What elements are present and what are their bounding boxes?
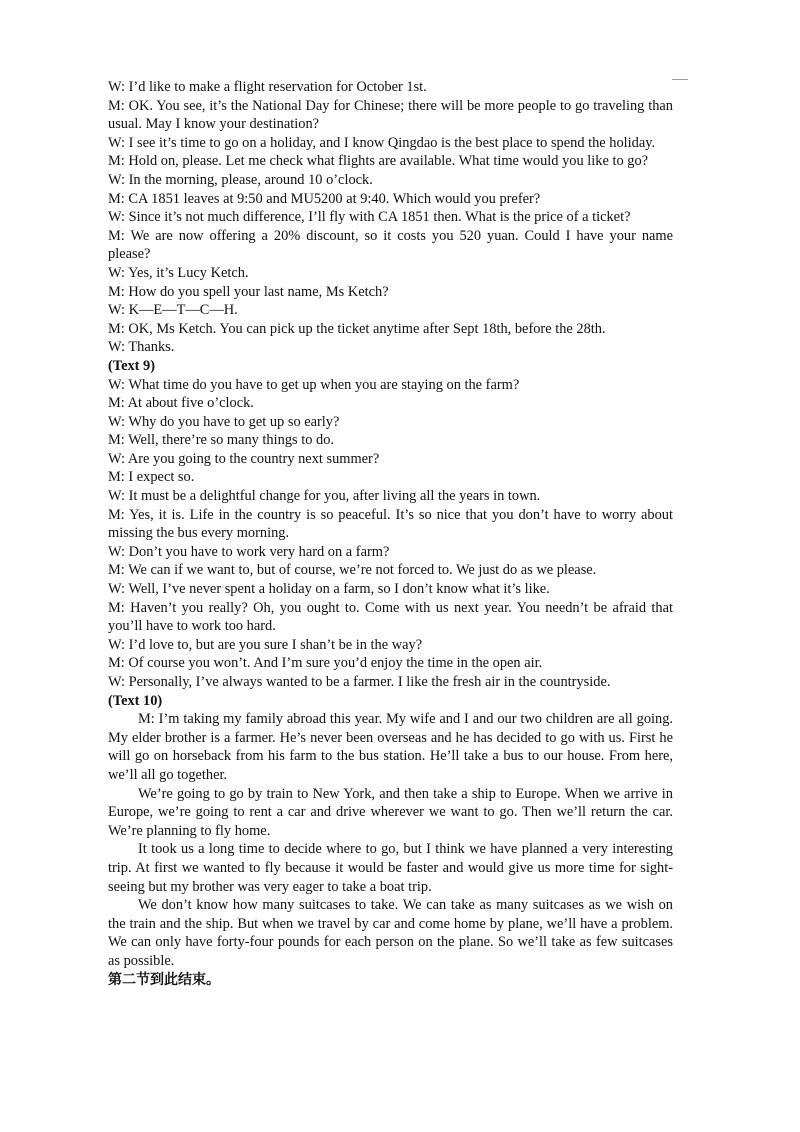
dialogue-line: M: At about five o’clock. <box>108 395 254 412</box>
document-page <box>108 78 673 989</box>
dialogue-line: M: Yes, it is. Life in the country is so peaceful. It’s so nice that you don’t have to worry about missing the bus every morning. <box>108 506 673 542</box>
monologue-paragraph: M: I’m taking my family abroad this year. My wife and I and our two children are all going. My elder brother is a farmer. He’s never been overseas and he has decided to go with us. First he will go on horseback from his farm to the bus station. He’ll take a bus to our house. From here, we’ll all go together. <box>108 711 673 783</box>
dialogue-line: W: Since it’s not much difference, I’ll fly with CA 1851 then. What is the price of a ticket? <box>108 209 631 226</box>
page-corner-mark <box>672 79 688 80</box>
dialogue-line: W: It must be a delightful change for you, after living all the years in town. <box>108 488 541 505</box>
dialogue-line: W: I see it’s time to go on a holiday, and I know Qingdao is the best place to spend the holiday. <box>108 134 656 151</box>
monologue-paragraph: We don’t know how many suitcases to take. We can take as many suitcases as we wish on the train and the ship. But when we travel by car and come home by plane, we’ll have a problem. We can only have forty-four pounds for each person on the plane. So we’ll take as few suitcases as possible. <box>108 897 673 969</box>
monologue-paragraph: We’re going to go by train to New York, and then take a ship to Europe. When we arrive in Europe, we’re going to rent a car and drive wherever we want to go. Then we’ll return the car. We’re planning to fly home. <box>108 785 673 839</box>
dialogue-line: M: Of course you won’t. And I’m sure you’d enjoy the time in the open air. <box>108 655 543 672</box>
dialogue-line: M: We are now offering a 20% discount, so it costs you 520 yuan. Could I have your name please? <box>108 227 673 263</box>
dialogue-line: W: Why do you have to get up so early? <box>108 413 340 430</box>
section-end-note: 第二节到此结束。 <box>108 971 220 988</box>
monologue-paragraph: It took us a long time to decide where to go, but I think we have planned a very interesting trip. At first we wanted to fly because it would be faster and would give us more time for sight-seeing but my brother was very eager to take a boat trip. <box>108 841 673 895</box>
dialogue-line: W: In the morning, please, around 10 o’clock. <box>108 171 373 188</box>
dialogue-line: M: Hold on, please. Let me check what flights are available. What time would you like to go? <box>108 153 649 170</box>
dialogue-line: W: K—E—T—C—H. <box>108 302 238 319</box>
dialogue-line: M: Well, there’re so many things to do. <box>108 432 334 449</box>
dialogue-line: M: OK, Ms Ketch. You can pick up the ticket anytime after Sept 18th, before the 28th. <box>108 320 606 337</box>
dialogue-line: M: CA 1851 leaves at 9:50 and MU5200 at 9:40. Which would you prefer? <box>108 190 541 207</box>
section-heading-text9: (Text 9) <box>108 357 156 374</box>
section-heading-text10: (Text 10) <box>108 692 163 709</box>
dialogue-line: M: How do you spell your last name, Ms Ketch? <box>108 283 389 300</box>
text10-section <box>108 692 673 971</box>
text9-section <box>108 357 673 692</box>
dialogue-line: M: OK. You see, it’s the National Day for Chinese; there will be more people to go traveling than usual. May I know your destination? <box>108 97 673 133</box>
dialogue-line: W: Yes, it’s Lucy Ketch. <box>108 264 249 281</box>
dialogue-line: W: Thanks. <box>108 339 175 356</box>
dialogue-line: W: Personally, I’ve always wanted to be a farmer. I like the fresh air in the countryside. <box>108 674 611 690</box>
dialogue-line: W: Are you going to the country next summer? <box>108 450 380 467</box>
dialogue-line: W: I’d love to, but are you sure I shan’t be in the way? <box>108 636 423 653</box>
dialogue-line: M: I expect so. <box>108 469 195 486</box>
dialogue-line: W: Well, I’ve never spent a holiday on a farm, so I don’t know what it’s like. <box>108 581 550 598</box>
dialogue-line: W: What time do you have to get up when you are staying on the farm? <box>108 376 520 393</box>
dialogue-line: W: I’d like to make a flight reservation for October 1st. <box>108 79 427 95</box>
dialogue-line: M: We can if we want to, but of course, we’re not forced to. We just do as we please. <box>108 562 597 579</box>
dialogue-line: M: Haven’t you really? Oh, you ought to. Come with us next year. You needn’t be afraid that you’ll have to work too hard. <box>108 599 673 635</box>
text8-dialogue <box>108 78 673 357</box>
dialogue-line: W: Don’t you have to work very hard on a farm? <box>108 543 390 560</box>
